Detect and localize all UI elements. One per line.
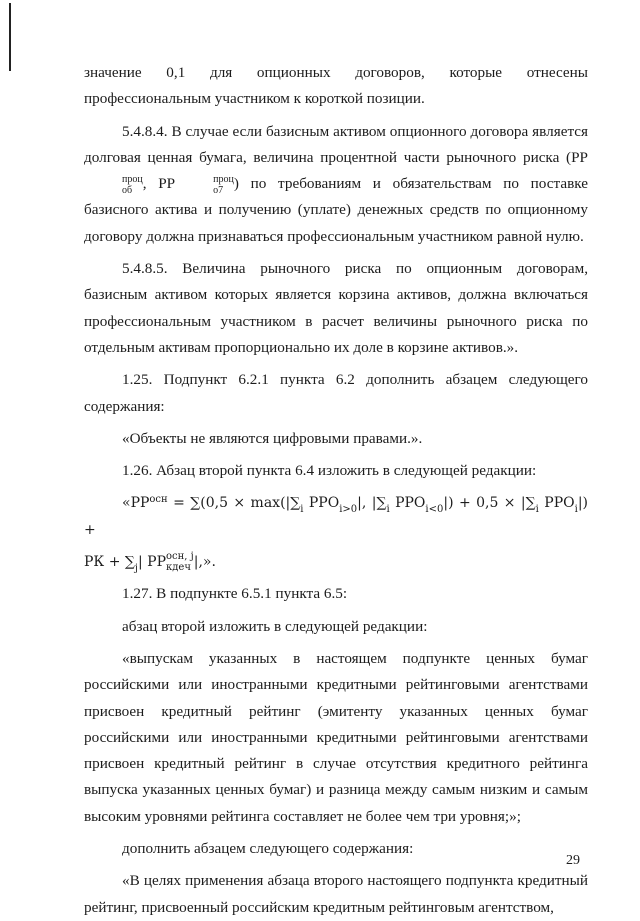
paragraph-1-26: 1.26. Абзац второй пункта 6.4 изложить в следующей редакции: bbox=[122, 462, 537, 480]
formula-line-1: «$РР^{осн} = \sum(0,5 \times \max(|\sum_i$ $РРО_{i>0}|$, $|\sum_i$ $РРО_{i<0}|) + 0,5 \times |\sum_i$ $РРО_i|$) + bbox=[84, 493, 588, 538]
margin-line bbox=[9, 3, 11, 71]
paragraph-5-4-8-5: 5.4.8.5. Величина рыночного риска по опционным договорам, базисным активом которых является корзина активов, должна включаться профессиональным участником в расчет величины рыночного риска по отдельным активам пропорционально их доле в корзине активов.». bbox=[84, 260, 588, 356]
paragraph-5-4-8-4 bbox=[84, 119, 588, 250]
page-number: 29 bbox=[566, 853, 580, 868]
paragraph-credit-rating-quote: «В целях применения абзаца второго настоящего подпункта кредитный рейтинг, присвоенный российским кредитным рейтинговым агентством, bbox=[84, 872, 588, 916]
text-run: ) по требованиям и обязательствам по поставке базисного актива и получению (уплате) денежных средств по опционному договору должна признаваться профессиональным участником равной нулю. bbox=[84, 175, 588, 245]
text-run: , bbox=[142, 175, 159, 193]
paragraph-objects-quote: «Объекты не являются цифровыми правами.». bbox=[122, 429, 423, 447]
symbol-pp-o7: РР проц о7 bbox=[158, 173, 234, 196]
text-run: 5.4.8.4. В случае если базисным активом опционного договора является долговая ценная бумага, величина процентной части рыночного риска ( bbox=[84, 122, 588, 166]
paragraph-1-27: 1.27. В подпункте 6.5.1 пункта 6.5: bbox=[122, 585, 348, 603]
paragraph-option-value: значение 0,1 для опционных договоров, которые отнесены профессиональным участником к короткой позиции. bbox=[84, 64, 588, 108]
paragraph-second-abzac: абзац второй изложить в следующей редакции: bbox=[122, 617, 428, 635]
document-body bbox=[84, 60, 588, 921]
paragraph-1-25: 1.25. Подпункт 6.2.1 пункта 6.2 дополнить абзацем следующего содержания: bbox=[84, 371, 588, 415]
paragraph-issues-quote: «выпускам указанных в настоящем подпункте ценных бумаг российскими или иностранными кредитными рейтинговыми агентствами присвоен кредитный рейтинг (эмитенту указанных ценных бумаг российскими или иностранными кредитными рейтинговыми агентствами присвоен кредитный рейтинг в случае отсутствия кредитного рейтинга выпуска указанных ценных бумаг) и разница между самым низким и самым высоким уровнями рейтинга составляет не более чем три уровня;»; bbox=[84, 649, 588, 825]
paragraph-add-abzac: дополнить абзацем следующего содержания: bbox=[122, 840, 414, 858]
symbol-pp-ob: РР проц об bbox=[122, 148, 588, 196]
formula-line-2: РК + $\sum_j|$ РР осн, j кдеч |,». bbox=[84, 551, 216, 574]
